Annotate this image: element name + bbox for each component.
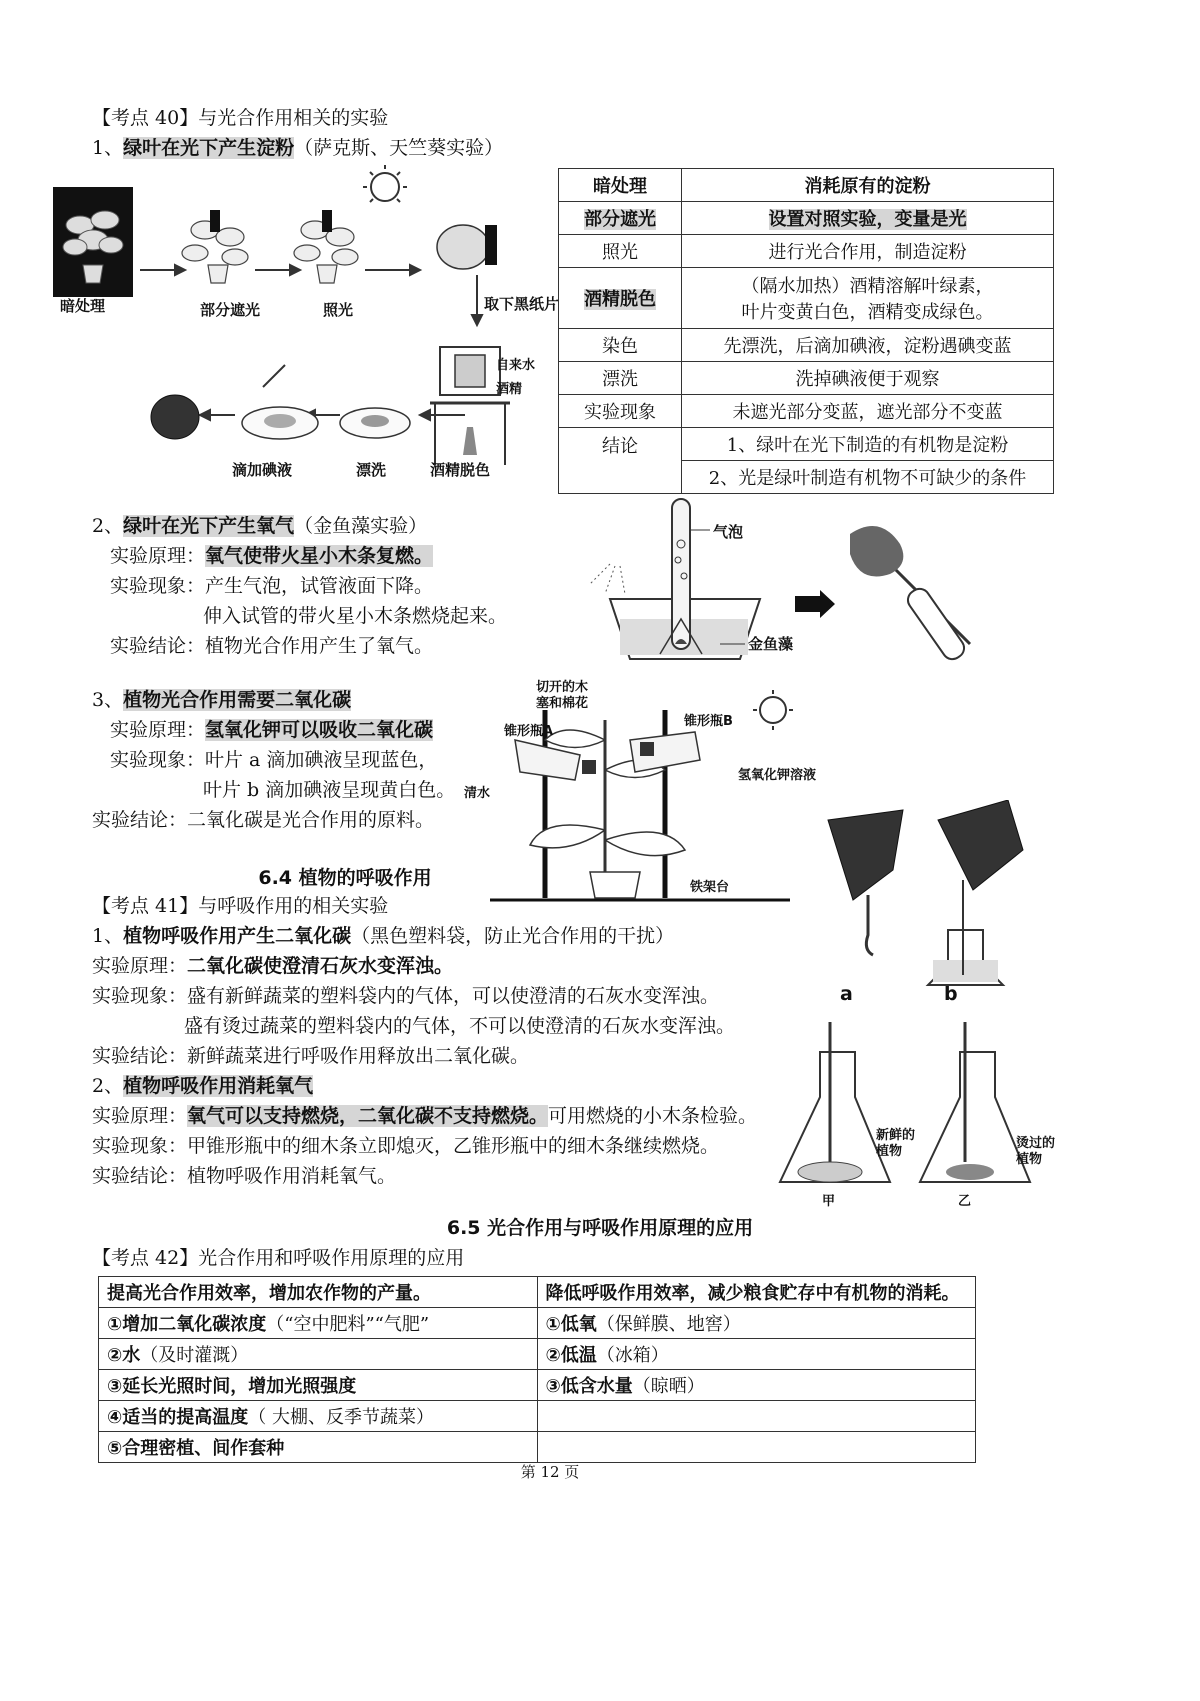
label-iodine: 滴加碘液 [232, 461, 293, 479]
sun-icon [363, 165, 407, 202]
resp-exp1-phenomenon-2: 盛有烫过蔬菜的塑料袋内的气体，不可以使澄清的石灰水变浑浊。 [184, 1015, 736, 1037]
table-row: ②水（及时灌溉） ②低温（冰箱） [99, 1339, 976, 1370]
table-row: 漂洗 洗掉碘液便于观察 [559, 362, 1054, 395]
exp1-note: （萨克斯、天竺葵实验） [294, 137, 504, 159]
label-partial: 部分遮光 [200, 301, 261, 319]
label-b: b [944, 983, 958, 1005]
exp1-title: 绿叶在光下产生淀粉 [123, 137, 295, 159]
table-row: ③延长光照时间，增加光照强度 ③低含水量（晾晒） [99, 1370, 976, 1401]
resp-exp1-principle: 实验原理：二氧化碳使澄清石灰水变浑浊。 [92, 955, 454, 977]
resp-exp2-conclusion: 实验结论：植物呼吸作用消耗氧气。 [92, 1165, 397, 1187]
exp1-heading: 1、绿叶在光下产生淀粉（萨克斯、天竺葵实验） [92, 137, 504, 159]
label-alcohol: 酒精 [496, 382, 523, 397]
respiration-bags-figure [808, 800, 1048, 990]
label-tap-water: 自来水 [496, 358, 536, 373]
label-cut-stopper: 切开的木 塞和棉花 [536, 680, 589, 711]
table-row: 酒精脱色 （隔水加热）酒精溶解叶绿素， 叶片变黄白色，酒精变成绿色。 [559, 268, 1054, 329]
resp-exp1-conclusion: 实验结论：新鲜蔬菜进行呼吸作用释放出二氧化碳。 [92, 1045, 530, 1067]
table-row: 照光 进行光合作用，制造淀粉 [559, 235, 1054, 268]
exp3-conclusion: 实验结论：二氧化碳是光合作用的原料。 [92, 809, 435, 831]
starch-experiment-figure [45, 165, 555, 495]
table-row: ①增加二氧化碳浓度（“空中肥料”“气肥” ①低氧（保鲜膜、地窖） [99, 1308, 976, 1339]
exp3-heading: 3、植物光合作用需要二氧化碳 [92, 689, 352, 711]
label-flask-b: 锥形瓶B [684, 714, 733, 729]
label-boiled-plant: 烫过的 植物 [1016, 1136, 1056, 1167]
table-row: 部分遮光 设置对照实验，变量是光 [559, 202, 1054, 235]
exp2-principle: 实验原理：氧气使带火星小木条复燃。 [110, 545, 434, 567]
label-dark: 暗处理 [60, 297, 106, 315]
table-row: 染色 先漂洗，后滴加碘液，淀粉遇碘变蓝 [559, 329, 1054, 362]
resp-exp2-heading: 2、植物呼吸作用消耗氧气 [92, 1075, 314, 1097]
label-a: a [840, 983, 853, 1005]
exp3-phenomenon: 实验现象：叶片 a 滴加碘液呈现蓝色， [110, 749, 438, 771]
label-fresh-plant: 新鲜的 植物 [876, 1128, 916, 1159]
table-row: 2、光是绿叶制造有机物不可缺少的条件 [559, 461, 1054, 494]
starch-steps-table [558, 168, 1054, 494]
resp-exp2-phenomenon: 实验现象：甲锥形瓶中的细木条立即熄灭，乙锥形瓶中的细木条继续燃烧。 [92, 1135, 720, 1157]
exp2-heading: 2、绿叶在光下产生氧气（金鱼藻实验） [92, 515, 428, 537]
section64-title: 6.4 植物的呼吸作用 [258, 867, 432, 889]
label-flask-a: 锥形瓶A [504, 724, 554, 739]
label-bubble: 气泡 [713, 523, 744, 541]
label-stand: 铁架台 [690, 880, 730, 895]
label-rinse: 漂洗 [356, 461, 387, 479]
label-decolor: 酒精脱色 [430, 461, 491, 479]
exp2-phenomenon-2: 伸入试管的带火星小木条燃烧起来。 [203, 605, 508, 627]
table-row: ④适当的提高温度（ 大棚、反季节蔬菜） [99, 1401, 976, 1432]
exp3-principle: 实验原理：氢氧化钾可以吸收二氧化碳 [110, 719, 434, 741]
resp-exp2-principle: 实验原理：氧气可以支持燃烧，二氧化碳不支持燃烧。可用燃烧的小木条检验。 [92, 1105, 758, 1127]
page-number: 第 12 页 [520, 1463, 580, 1481]
label-koh: 氢氧化钾溶液 [738, 768, 817, 783]
resp-exp1-heading: 1、植物呼吸作用产生二氧化碳（黑色塑料袋，防止光合作用的干扰） [92, 925, 675, 947]
table-row: 实验现象 未遮光部分变蓝，遮光部分不变蓝 [559, 395, 1054, 428]
label-remove: 取下黑纸片 [484, 295, 560, 313]
application-table [98, 1276, 976, 1463]
table-row: 提高光合作用效率，增加农作物的产量。 降低呼吸作用效率，减少粮食贮存中有机物的消耗。 [99, 1277, 976, 1308]
table-row: ⑤合理密植、间作套种 [99, 1432, 976, 1463]
exp3-phenomenon-2: 叶片 b 滴加碘液呈现黄白色。 [203, 779, 456, 801]
table-row: 暗处理 消耗原有的淀粉 [559, 169, 1054, 202]
table-row: 结论 1、绿叶在光下制造的有机物是淀粉 [559, 428, 1054, 461]
resp-exp1-phenomenon: 实验现象：盛有新鲜蔬菜的塑料袋内的气体，可以使澄清的石灰水变浑浊。 [92, 985, 720, 1007]
section65-header: 【考点 42】光合作用和呼吸作用原理的应用 [92, 1247, 465, 1269]
sun-icon [753, 690, 793, 730]
respiration-flasks-figure [775, 1022, 1075, 1202]
section65-title: 6.5 光合作用与呼吸作用原理的应用 [446, 1217, 754, 1239]
section40-header: 【考点 40】与光合作用相关的实验 [92, 107, 389, 129]
exp2-conclusion: 实验结论：植物光合作用产生了氧气。 [110, 635, 434, 657]
oxygen-experiment-figure [590, 494, 1010, 670]
label-water: 清水 [464, 786, 491, 801]
section64-header: 【考点 41】与呼吸作用的相关实验 [92, 895, 389, 917]
label-light: 照光 [323, 301, 354, 319]
label-goldfish-weed: 金鱼藻 [748, 635, 794, 653]
label-jia: 甲 [822, 1194, 836, 1209]
exp2-phenomenon: 实验现象：产生气泡，试管液面下降。 [110, 575, 434, 597]
label-yi: 乙 [958, 1194, 972, 1209]
